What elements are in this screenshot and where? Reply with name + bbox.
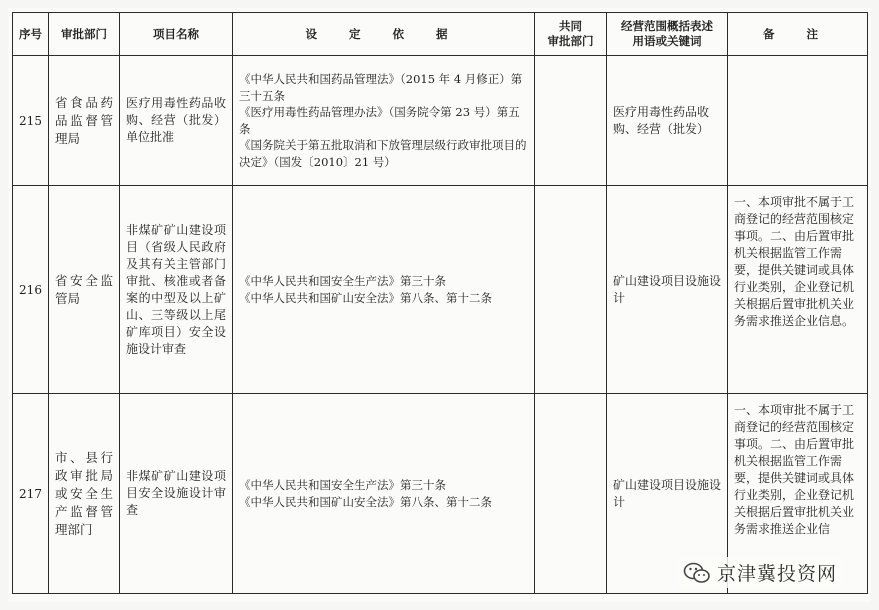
cell-name: 医疗用毒性药品收购、经营（批发）单位批准 — [120, 56, 233, 186]
header-name: 项目名称 — [120, 13, 233, 56]
header-joint-line2: 审批部门 — [547, 34, 594, 48]
header-joint — [535, 13, 607, 56]
cell-note: 一、本项审批不属于工商登记的经营范围核定事项。二、由后置审批机关根据监管工作需要，提供关键词或具体行业类别，企业登记机关根据后置审批机关业务需求推送企业信 — [728, 394, 868, 594]
cell-note — [728, 56, 868, 186]
document-page — [8, 8, 871, 602]
cell-no: 216 — [13, 186, 49, 394]
cell-no: 215 — [13, 56, 49, 186]
source-watermark — [679, 557, 841, 588]
header-joint-line1: 共同 — [559, 19, 582, 33]
header-scope — [607, 13, 728, 56]
table-row — [13, 56, 868, 186]
header-basis-text: 设 定 依 据 — [305, 26, 462, 41]
header-note-text: 备 注 — [762, 26, 832, 41]
header-no: 序号 — [13, 13, 49, 56]
cell-scope: 矿山建设项目设施设计 — [607, 186, 728, 394]
cell-basis — [233, 56, 535, 186]
table-row — [13, 186, 868, 394]
cell-joint — [535, 186, 607, 394]
basis-line: 《中华人民共和国安全生产法》第三十条 — [239, 274, 446, 288]
cell-note: 一、本项审批不属于工商登记的经营范围核定事项。二、由后置审批机关根据监管工作需要，提供关键词或具体行业类别，企业登记机关根据后置审批机关业务需求推送企业信息。 — [728, 186, 868, 394]
header-scope-line1: 经营范围概括表述 — [621, 19, 713, 33]
cell-name: 非煤矿矿山建设项目（省级人民政府及其有关主管部门审批、核准或者备案的中型及以上矿山、三等级以上尾矿库项目）安全设施设计审查 — [120, 186, 233, 394]
cell-name: 非煤矿矿山建设项目安全设施设计审查 — [120, 394, 233, 594]
basis-line: 《中华人民共和国安全生产法》第三十条 — [239, 478, 446, 492]
table-header-row — [13, 13, 868, 56]
header-dept: 审批部门 — [49, 13, 120, 56]
cell-dept: 省食品药品监督管理局 — [49, 56, 120, 186]
cell-dept: 市、县行政审批局或安全生产监督管理部门 — [49, 394, 120, 594]
watermark-text: 京津冀投资网 — [716, 563, 837, 585]
wechat-logo-icon — [683, 561, 711, 585]
cell-basis — [233, 186, 535, 394]
cell-dept: 省安全监管局 — [49, 186, 120, 394]
cell-scope: 医疗用毒性药品收购、经营（批发） — [607, 56, 728, 186]
cell-joint — [535, 394, 607, 594]
basis-line: 《中华人民共和国矿山安全法》第八条、第十二条 — [239, 494, 492, 509]
basis-line: 《国务院关于第五批取消和下放管理层级行政审批项目的决定》（国发〔2010〕21 号） — [239, 138, 527, 169]
cell-no: 217 — [13, 394, 49, 594]
basis-line: 《医疗用毒性药品管理办法》（国务院令第 23 号）第五条 — [239, 105, 520, 136]
header-note — [728, 13, 868, 56]
header-scope-line2: 用语或关键词 — [632, 34, 702, 48]
cell-basis — [233, 394, 535, 594]
basis-line: 《中华人民共和国矿山安全法》第八条、第十二条 — [239, 290, 492, 305]
header-basis — [233, 13, 535, 56]
approval-items-table — [12, 12, 868, 594]
basis-line: 《中华人民共和国药品管理法》（2015 年 4 月修正）第三十五条 — [239, 72, 523, 103]
cell-scope: 矿山建设项目设施设计 — [607, 394, 728, 594]
cell-joint — [535, 56, 607, 186]
